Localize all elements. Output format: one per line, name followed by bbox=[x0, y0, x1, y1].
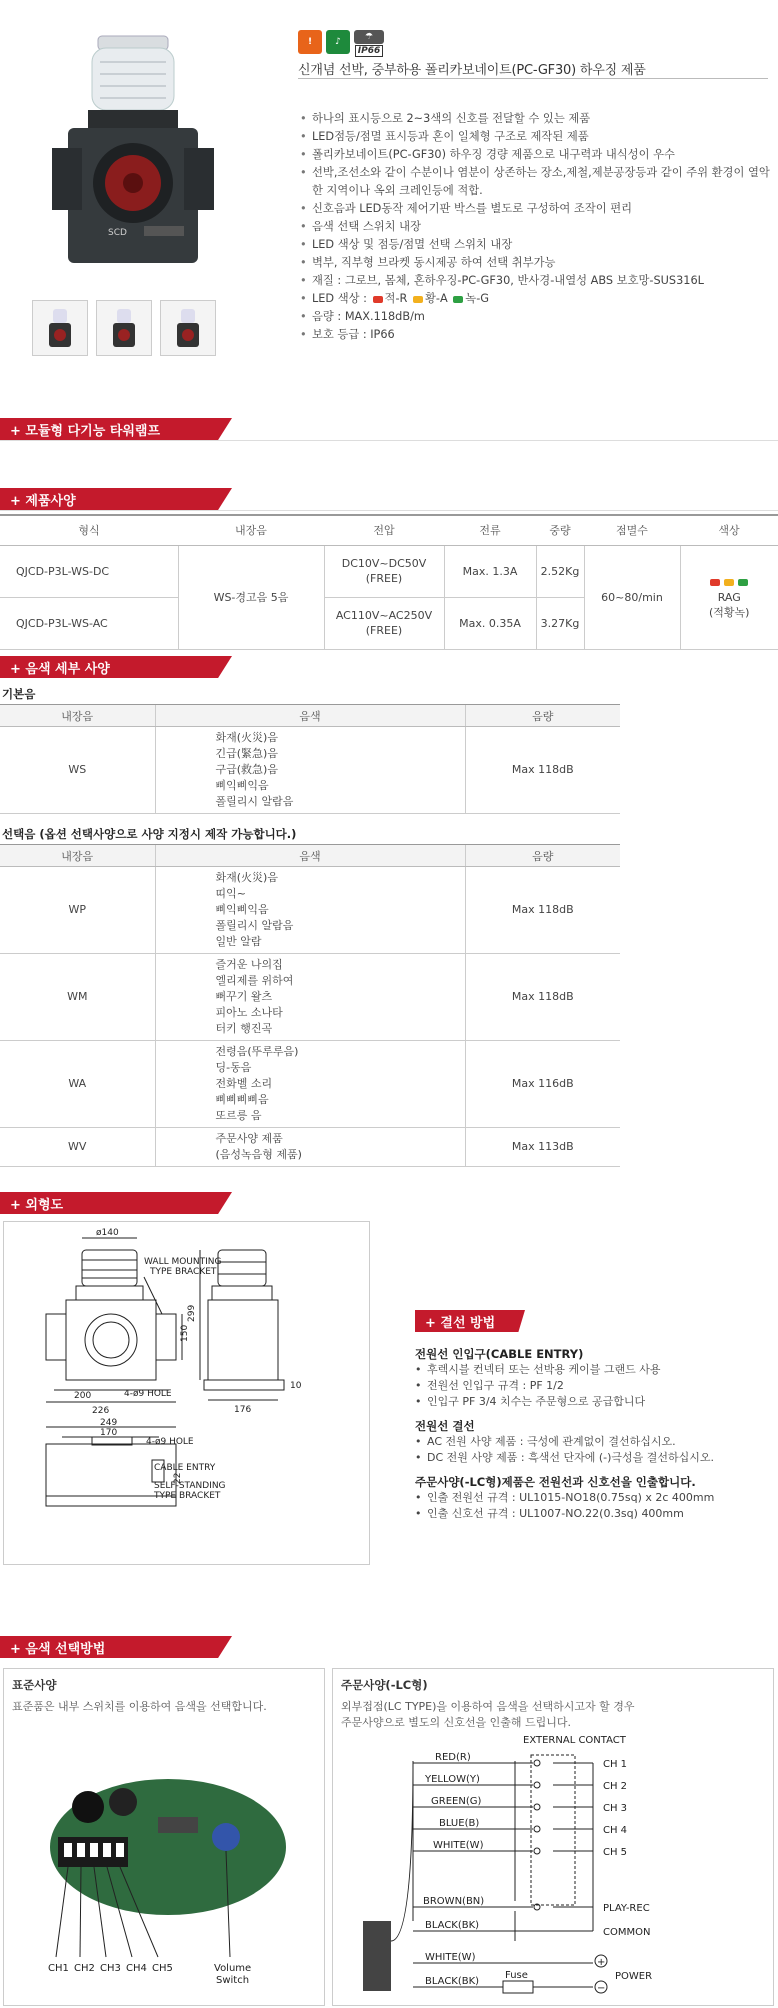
feature-item: • 벽부, 직부형 브라켓 동시제공 하여 선택 취부가능 bbox=[300, 254, 770, 272]
dim-150: 150 bbox=[180, 1324, 190, 1342]
code-cell: WA bbox=[0, 1041, 155, 1128]
wiring-item: • 인출 신호선 규격 : UL1007-NO.22(0.3sq) 400mm bbox=[415, 1506, 775, 1522]
dim-299: 299 bbox=[187, 1304, 197, 1322]
wire-green: GREEN(G) bbox=[431, 1796, 482, 1807]
feature-item: • 보호 등급 : IP66 bbox=[300, 326, 770, 344]
wire-red: RED(R) bbox=[435, 1752, 471, 1763]
col-header: 전압 bbox=[324, 515, 444, 545]
wiring-diagram bbox=[353, 1731, 763, 2001]
wall-bracket-label-2: TYPE BRACKET bbox=[150, 1267, 217, 1277]
warning-icon: ! bbox=[298, 30, 322, 54]
custom-title: 주문사양(-LC형) bbox=[341, 1678, 428, 1692]
feature-item: • 재질 : 그로브, 몸체, 혼하우징-PC-GF30, 반사경-내열성 ABS 보호망-SUS316L bbox=[300, 272, 770, 290]
table-row bbox=[0, 545, 778, 597]
led-amber-text: 황-A bbox=[424, 292, 448, 305]
product-title: 신개념 선박, 중부하용 폴리카보네이트(PC-GF30) 하우징 제품 bbox=[298, 63, 646, 78]
dim-22: 22 bbox=[173, 1472, 183, 1484]
weight-cell: 3.27Kg bbox=[536, 597, 584, 649]
col-header: 음량 bbox=[465, 705, 620, 727]
section-title: + 음색 선택방법 bbox=[10, 1642, 106, 1657]
dim-200: 200 bbox=[74, 1391, 92, 1401]
col-header: 색상 bbox=[680, 515, 778, 545]
feature-item: • 하나의 표시등으로 2~3색의 신호를 전달할 수 있는 제품 bbox=[300, 110, 770, 128]
wall-bracket-label-1: WALL MOUNTING bbox=[144, 1257, 222, 1267]
outline-drawing bbox=[3, 1221, 370, 1565]
thumbnail-3[interactable] bbox=[160, 300, 216, 356]
umbrella-icon: ☂ bbox=[354, 30, 384, 44]
wiring-item: • DC 전원 사양 제품 : 흑색선 단자에 (-)극성을 결선하십시오. bbox=[415, 1450, 775, 1466]
feature-item: • 음색 선택 스위치 내장 bbox=[300, 218, 770, 236]
led-amber-icon bbox=[413, 296, 423, 303]
hole-label-1: 4-ø9 HOLE bbox=[124, 1389, 172, 1399]
custom-desc-2: 주문사양으로 별도의 신호선을 인출해 드립니다. bbox=[341, 1716, 572, 1729]
col-header: 음색 bbox=[155, 845, 465, 867]
section-select bbox=[0, 1636, 240, 1658]
section-modular bbox=[0, 418, 240, 440]
led-label: LED 색상 : bbox=[312, 292, 367, 305]
wiring-group-title: 전원선 결선 bbox=[415, 1419, 475, 1433]
standard-select-box bbox=[3, 1668, 325, 2006]
volume-cell: Max 118dB bbox=[465, 954, 620, 1041]
led-red-text: 적-R bbox=[384, 292, 408, 305]
wire-yellow: YELLOW(Y) bbox=[425, 1774, 480, 1785]
fuse-label: Fuse bbox=[505, 1970, 528, 1981]
tones-cell: 주문사양 제품 (음성녹음형 제품) bbox=[155, 1128, 465, 1167]
section-title: + 모듈형 다기능 타워램프 bbox=[10, 424, 161, 439]
table-row bbox=[0, 1128, 620, 1167]
led-green-text: 녹-G bbox=[465, 292, 490, 305]
dim-226: 226 bbox=[92, 1406, 110, 1416]
col-header: 형식 bbox=[0, 515, 178, 545]
volume-cell: Max 118dB bbox=[465, 727, 620, 814]
col-header: 음색 bbox=[155, 705, 465, 727]
led-green-icon bbox=[453, 296, 463, 303]
feature-item: • 음량 : MAX.118dB/m bbox=[300, 308, 770, 326]
wire-black-power: BLACK(BK) bbox=[425, 1976, 480, 1987]
feature-item-led bbox=[300, 290, 770, 308]
minus-terminal: − bbox=[597, 1983, 606, 1994]
col-header: 음량 bbox=[465, 845, 620, 867]
color-cell bbox=[680, 545, 778, 649]
section-title: + 외형도 bbox=[10, 1198, 64, 1213]
ip66-badge: IP66 bbox=[355, 45, 383, 57]
led-red-icon bbox=[710, 579, 720, 586]
option-sound-table bbox=[0, 844, 620, 1167]
basic-sound-label: 기본음 bbox=[2, 687, 36, 701]
wiring-group-title: 전원선 인입구(CABLE ENTRY) bbox=[415, 1347, 584, 1361]
table-row bbox=[0, 867, 620, 954]
code-cell: WV bbox=[0, 1128, 155, 1167]
weight-cell: 2.52Kg bbox=[536, 545, 584, 597]
dim-10: 10 bbox=[290, 1381, 302, 1391]
tones-cell: 화재(火災)음 띠익~ 삐익삐익음 폴릴리시 알람음 일반 알람 bbox=[155, 867, 465, 954]
self-bracket-label-2: TYPE BRACKET bbox=[154, 1491, 221, 1501]
volume-label: Volume bbox=[214, 1963, 252, 1974]
self-bracket-label-1: SELF-STANDING bbox=[154, 1481, 226, 1491]
horn-icon: ♪ bbox=[326, 30, 350, 54]
voltage-cell: AC110V~AC250V (FREE) bbox=[324, 597, 444, 649]
section-title: + 결선 방법 bbox=[425, 1316, 496, 1331]
thumbnail-1[interactable] bbox=[32, 300, 88, 356]
current-cell: Max. 1.3A bbox=[444, 545, 536, 597]
contact-label: EXTERNAL CONTACT bbox=[523, 1735, 626, 1746]
switch-label: Switch bbox=[216, 1975, 250, 1986]
wire-white: WHITE(W) bbox=[433, 1840, 484, 1851]
standard-title: 표준사양 bbox=[12, 1678, 57, 1692]
section-spec bbox=[0, 488, 240, 510]
voltage-cell: DC10V~DC50V (FREE) bbox=[324, 545, 444, 597]
col-header: 전류 bbox=[444, 515, 536, 545]
feature-list bbox=[300, 110, 770, 344]
product-photo bbox=[48, 28, 218, 268]
contact-ch3: CH 3 bbox=[603, 1803, 628, 1814]
wiring-item: • 인입구 PF 3/4 치수는 주문형으로 공급합니다 bbox=[415, 1394, 775, 1410]
title-divider bbox=[298, 78, 768, 79]
product-label: SCD bbox=[108, 228, 127, 238]
tones-cell: 화재(火災)음 긴급(緊急)음 구급(救急)음 삐익삐익음 폴릴리시 알람음 bbox=[155, 727, 465, 814]
contact-ch1: CH 1 bbox=[603, 1759, 628, 1770]
wire-white-power: WHITE(W) bbox=[425, 1952, 476, 1963]
dim-176: 176 bbox=[234, 1405, 252, 1415]
model-cell: QJCD-P3L-WS-DC bbox=[0, 545, 178, 597]
section-title: + 제품사양 bbox=[10, 494, 76, 509]
thumbnail-2[interactable] bbox=[96, 300, 152, 356]
contact-ch2: CH 2 bbox=[603, 1781, 628, 1792]
wire-brown: BROWN(BN) bbox=[423, 1896, 485, 1907]
section-outline bbox=[0, 1192, 240, 1214]
ch5-label: CH5 bbox=[152, 1963, 173, 1974]
wiring-item: • 인출 전원선 규격 : UL1015-NO18(0.75sq) x 2c 400mm bbox=[415, 1490, 775, 1506]
col-header: 내장음 bbox=[0, 845, 155, 867]
feature-item: • 폴리카보네이트(PC-GF30) 하우징 경량 제품으로 내구력과 내식성이 우수 bbox=[300, 146, 770, 164]
led-amber-icon bbox=[724, 579, 734, 586]
tones-cell: 즐거운 나의집 엘리제를 위하여 뻐꾸기 왈츠 피아노 소나타 터키 행진곡 bbox=[155, 954, 465, 1041]
table-row bbox=[0, 1041, 620, 1128]
custom-select-box bbox=[332, 1668, 774, 2006]
contact-ch4: CH 4 bbox=[603, 1825, 628, 1836]
hole-label-2: 4-ø9 HOLE bbox=[146, 1437, 194, 1447]
table-row bbox=[0, 954, 620, 1041]
volume-cell: Max 118dB bbox=[465, 867, 620, 954]
standard-desc: 표준품은 내부 스위치를 이용하여 음색을 선택합니다. bbox=[12, 1700, 267, 1713]
common-label: COMMON bbox=[603, 1927, 651, 1938]
model-cell: QJCD-P3L-WS-AC bbox=[0, 597, 178, 649]
feature-item: • LED 색상 및 점등/점멸 선택 스위치 내장 bbox=[300, 236, 770, 254]
feature-item: • LED점등/점멸 표시등과 혼이 일체형 구조로 제작된 제품 bbox=[300, 128, 770, 146]
ch2-label: CH2 bbox=[74, 1963, 95, 1974]
power-label: POWER bbox=[615, 1971, 653, 1982]
sound-cell: WS-경고음 5음 bbox=[178, 545, 324, 649]
table-header-row bbox=[0, 515, 778, 545]
wiring-info bbox=[415, 1342, 775, 1530]
wiring-item: • 전원선 인입구 규격 : PF 1/2 bbox=[415, 1378, 775, 1394]
current-cell: Max. 0.35A bbox=[444, 597, 536, 649]
wiring-item: • 후렉시블 컨넥터 또는 선박용 케이블 그랜드 사용 bbox=[415, 1362, 775, 1378]
contact-ch5: CH 5 bbox=[603, 1847, 628, 1858]
feature-item: • 신호음과 LED동작 제어기판 박스를 별도로 구성하여 조작이 편리 bbox=[300, 200, 770, 218]
table-row bbox=[0, 727, 620, 814]
cable-entry-label: CABLE ENTRY bbox=[154, 1463, 216, 1473]
volume-cell: Max 113dB bbox=[465, 1128, 620, 1167]
ch4-label: CH4 bbox=[126, 1963, 147, 1974]
dim-249: 249 bbox=[100, 1418, 118, 1428]
ch3-label: CH3 bbox=[100, 1963, 121, 1974]
col-header: 중량 bbox=[536, 515, 584, 545]
led-green-icon bbox=[738, 579, 748, 586]
wire-black: BLACK(BK) bbox=[425, 1920, 480, 1931]
led-red-icon bbox=[373, 296, 383, 303]
section-wiring bbox=[415, 1310, 615, 1332]
wiring-item: • AC 전원 사양 제품 : 극성에 관계없이 결선하십시오. bbox=[415, 1434, 775, 1450]
code-cell: WM bbox=[0, 954, 155, 1041]
color-code: RAG bbox=[717, 590, 741, 604]
option-sound-label: 선택음 (옵션 선택사양으로 사양 지정시 제작 가능합니다.) bbox=[2, 827, 297, 841]
tones-cell: 전령음(뚜루루음) 딩-동음 전화벨 소리 삐삐삐삐음 또르릉 음 bbox=[155, 1041, 465, 1128]
volume-cell: Max 116dB bbox=[465, 1041, 620, 1128]
wiring-group-title: 주문사양(-LC형)제품은 전원선과 신호선을 인출합니다. bbox=[415, 1475, 696, 1489]
code-cell: WP bbox=[0, 867, 155, 954]
custom-desc-1: 외부접점(LC TYPE)을 이용하여 음색을 선택하시고자 할 경우 bbox=[341, 1700, 635, 1713]
spec-table bbox=[0, 514, 778, 650]
dim-170: 170 bbox=[100, 1428, 118, 1438]
plus-terminal: + bbox=[597, 1957, 606, 1968]
section-sound bbox=[0, 656, 240, 678]
play-rec-label: PLAY-REC bbox=[603, 1903, 650, 1914]
certification-badges bbox=[298, 30, 384, 57]
table-header-row bbox=[0, 705, 620, 727]
feature-item: • 선박,조선소와 같이 수분이나 염분이 상존하는 장소,제철,제분공장등과 같이 주위 환경이 열악한 지역이나 옥외 크레인등에 적합. bbox=[300, 164, 770, 200]
table-header-row bbox=[0, 845, 620, 867]
section-title: + 음색 세부 사양 bbox=[10, 662, 110, 677]
col-header: 내장음 bbox=[178, 515, 324, 545]
col-header: 내장음 bbox=[0, 705, 155, 727]
dim-phi140: ø140 bbox=[96, 1228, 119, 1238]
pcb-photo bbox=[48, 1777, 288, 1987]
code-cell: WS bbox=[0, 727, 155, 814]
basic-sound-table bbox=[0, 704, 620, 814]
wire-blue: BLUE(B) bbox=[439, 1818, 480, 1829]
color-desc: (적황녹) bbox=[709, 605, 750, 619]
col-header: 점멸수 bbox=[584, 515, 680, 545]
ch1-label: CH1 bbox=[48, 1963, 69, 1974]
flash-cell: 60~80/min bbox=[584, 545, 680, 649]
